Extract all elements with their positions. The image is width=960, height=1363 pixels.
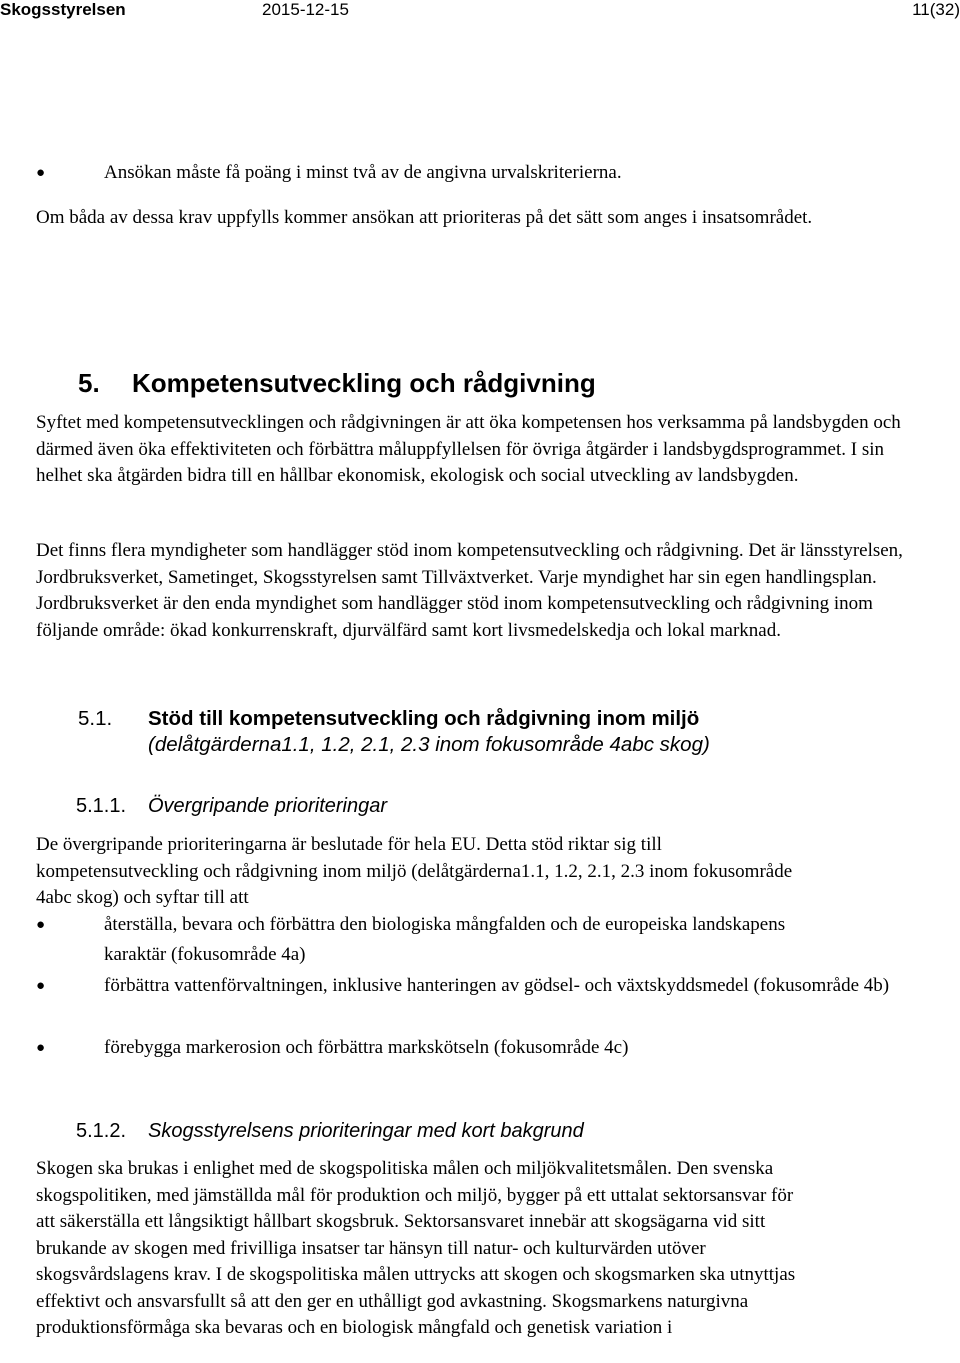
section-5-1-1-heading — [76, 795, 387, 818]
section-5-title: Kompetensutveckling och rådgivning — [132, 368, 596, 398]
section-5-1-title — [148, 706, 788, 758]
section-5-1-2-number: 5.1.2. — [76, 1120, 127, 1142]
list-item-text: återställa, bevara och förbättra den biologiska mångfalden och de europeiska landskapens karaktär (fokusområde 4a) — [104, 914, 786, 965]
section-5-1-1-number: 5.1.1. — [76, 795, 127, 817]
section-5-1-title-italic: (delåtgärderna1.1, 1.2, 2.1, 2.3 inom fokusområde 4abc skog) — [148, 733, 710, 756]
section-5-1-number: 5.1. — [78, 707, 113, 730]
section-5-1-2-title: Skogsstyrelsens prioriteringar med kort bakgrund — [148, 1120, 584, 1142]
section-5-paragraph-1: Syftet med kompetensutvecklingen och rådgivningen är att öka kompetensen hos verksamma på landsbygden och därmed även öka effektiviteten och förbättra måluppfyllelsen för övriga åtgärder i landsbygdsprogrammet. I sin helhet ska åtgärden bidra till en hållbar ekonomisk, ekologisk och social utveckling av landsbygden. — [36, 412, 901, 486]
section-5-1-2-heading — [76, 1120, 584, 1143]
bullet-icon: ● — [36, 1040, 46, 1056]
page-header — [0, 0, 960, 22]
bullet-icon: ● — [36, 165, 46, 181]
bullet-icon: ● — [36, 917, 46, 933]
intro-bullet-text: Ansökan måste få poäng i minst två av de angivna urvalskriterierna. — [104, 162, 622, 183]
section-5-heading — [78, 368, 596, 399]
list-item-text: förebygga markerosion och förbättra markskötseln (fokusområde 4c) — [104, 1037, 629, 1058]
page-number: 11(32) — [912, 0, 960, 19]
section-5-paragraph-2: Det finns flera myndigheter som handlägger stöd inom kompetensutveckling och rådgivning. Det är länsstyrelsen, Jordbruksverket, Sametinget, Skogsstyrelsen samt Tillväxtverket. Varje myndighet har sin egen handlingsplan. Jordbruksverket är den enda myndighet som handlägger stöd inom kompetensutveckling och rådgivning inom följande område: ökad konkurrenskraft, djurvälfärd samt kort livsmedelskedja och lokal marknad. — [36, 540, 903, 641]
section-5-1-title-bold: Stöd till kompetensutveckling och rådgivning inom miljö — [148, 707, 700, 730]
section-5-number: 5. — [78, 368, 100, 398]
bullet-icon: ● — [36, 978, 46, 994]
intro-paragraph: Om båda av dessa krav uppfylls kommer ansökan att prioriteras på det sätt som anges i insatsområdet. — [36, 207, 813, 228]
section-5-1-2-paragraph: Skogen ska brukas i enlighet med de skogspolitiska målen och miljökvalitetsmålen. Den svenska skogspolitiken, med jämställda mål för produktion och miljö, bygger på ett uttalat sektorsansvar för att säkerställa ett långsiktigt hållbart skogsbruk. Sektorsansvaret innebär att skogsägarna vid sitt brukande av skogen med frivilliga insatser tar hänsyn till natur- och kulturvärden utöver skogsvårdslagens krav. I de skogspolitiska målen uttrycks att skogen och skogsmarken ska utnyttjas effektivt och ansvarsfullt så att den ger en uthålligt god avkastning. Skogsmarkens naturgivna produktionsförmåga ska bevaras och en biologisk mångfald och genetisk variation i — [36, 1158, 796, 1338]
organization-name: Skogsstyrelsen — [0, 0, 126, 19]
document-date: 2015-12-15 — [262, 0, 349, 19]
list-item-text: förbättra vattenförvaltningen, inklusive hanteringen av gödsel- och växtskyddsmedel (fokusområde 4b) — [104, 975, 890, 996]
section-5-1-1-title: Övergripande prioriteringar — [148, 795, 388, 817]
section-5-1-1-paragraph: De övergripande prioriteringarna är beslutade för hela EU. Detta stöd riktar sig till kompetensutveckling och rådgivning inom miljö (delåtgärderna1.1, 1.2, 2.1, 2.3 inom fokusområde 4abc skog) och syftar till att — [36, 834, 793, 908]
